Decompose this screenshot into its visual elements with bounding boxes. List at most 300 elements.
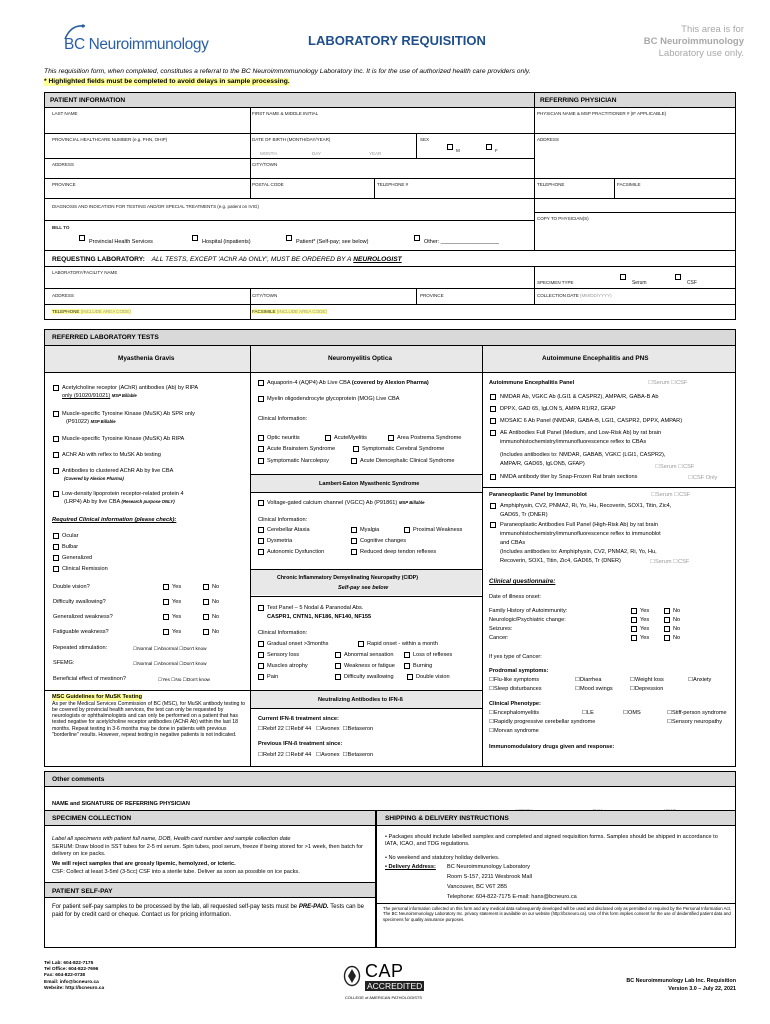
ship-bullet-2 <box>385 855 500 862</box>
last-name-field[interactable]: LAST NAME <box>52 111 78 116</box>
gen-weakness-no: No <box>212 614 220 620</box>
diagnosis-field[interactable]: DIAGNOSIS AND INDICATION FOR TESTING AND/OR SPECIAL TREATMENTS (e.g. patient on IVIG) <box>52 204 259 209</box>
first-name-field[interactable]: FIRST NAME & MIDDLE INITIAL <box>252 111 319 116</box>
aqp4-checkbox[interactable] <box>258 380 264 386</box>
bulbar-checkbox[interactable] <box>53 544 59 550</box>
lab-city-field[interactable]: CITY/TOWN <box>252 293 278 298</box>
prodromal-diarrhea: ☐Diarrhea <box>575 677 602 683</box>
musk-spr-code <box>66 419 116 426</box>
patient-info-header: PATIENT INFORMATION <box>50 97 126 104</box>
ca-no-checkbox[interactable] <box>664 635 670 641</box>
prod-flu[interactable]: Flu-like symptoms <box>494 677 540 683</box>
mog-checkbox[interactable] <box>258 396 264 402</box>
achr-code-text: only (91020/91021) <box>62 393 111 399</box>
sz-no[interactable]: No <box>673 626 681 632</box>
musk-ripa-checkbox[interactable] <box>53 436 59 442</box>
contact-tel-office: Tel Office: 604-822-7696 <box>44 967 99 973</box>
rapid-onset-checkbox[interactable] <box>358 641 364 647</box>
immunomodulatory-label: Immunomodulatory drugs given and response: <box>489 744 615 750</box>
pain-label: Pain <box>267 674 279 680</box>
weakness-fatigue-label: Weakness or fatigue <box>344 663 395 669</box>
rapid-onset-label: Rapid onset - within a month <box>367 641 438 647</box>
questionnaire-heading: Clinical questionnaire: <box>489 578 556 585</box>
reflexes-label: Reduced deep tendon reflexes <box>360 549 437 555</box>
dob-year: YEAR <box>369 151 382 156</box>
pheno-rpcd[interactable]: Rapidly progressive cerebellar syndrome <box>494 719 596 725</box>
sf-dk[interactable]: Don't know <box>183 661 207 666</box>
double-vision-nmo-checkbox[interactable] <box>407 674 413 680</box>
double-vision-no: No <box>212 584 220 590</box>
specimen-section <box>44 810 376 948</box>
diff-swallowing-checkbox[interactable] <box>335 674 341 680</box>
required-note: * Highlighted fields must be completed to avoid delays in sample processing. <box>44 78 290 85</box>
physician-address-field[interactable]: ADDRESS <box>537 137 559 142</box>
ae-full-checkbox[interactable] <box>490 430 496 436</box>
me-no[interactable]: No <box>175 677 182 682</box>
cancer-label: Cancer: <box>489 635 509 641</box>
weakness-fatigue-checkbox[interactable] <box>335 663 341 669</box>
sfemg-options: ☐Normal ☐Abnormal ☐Don't know <box>133 661 207 666</box>
sf-normal[interactable]: Normal <box>137 661 153 666</box>
lab-facsimile-hint: (INCLUDE AREA CODE) <box>276 309 327 314</box>
achr-label: Acetylcholine receptor (AChR) antibodies (Ab) by RIPA <box>62 385 199 391</box>
specimen-reject-text: We will reject samples that are grossly lipemic, hemolyzed, or icteric. <box>52 861 236 867</box>
cap-logo <box>343 962 443 1006</box>
cognitive-label: Cognitive changes <box>360 538 407 544</box>
lab-facsimile-label: FACSIMILE <box>252 309 276 314</box>
double-vision-yes-checkbox[interactable] <box>163 584 169 590</box>
autonomic-checkbox[interactable] <box>258 549 264 555</box>
acute-myelitis-checkbox[interactable] <box>325 435 331 441</box>
pns-csf[interactable]: CSF <box>679 492 691 498</box>
specimen-type-label: SPECIMEN TYPE <box>537 280 574 285</box>
cerebral-checkbox[interactable] <box>353 446 359 452</box>
dysmetria-checkbox[interactable] <box>258 538 264 544</box>
cidp-clinical-heading: Clinical Information: <box>258 630 308 636</box>
physician-telephone-field[interactable]: TELEPHONE <box>537 182 565 187</box>
me-dk[interactable]: Don't know <box>186 677 210 682</box>
generalized-label: Generalized <box>62 555 93 561</box>
ae-serum[interactable]: Serum <box>653 380 670 386</box>
sz-no-checkbox[interactable] <box>664 626 670 632</box>
fh-no-checkbox[interactable] <box>664 608 670 614</box>
pns-full-line-4: (Includes antibodies to: Amphiphysin, CV2, PNMA2, Ri, Yo, Hu, <box>500 549 657 555</box>
ae-full-specimen: ☐Serum ☐CSF <box>655 464 695 470</box>
repeated-stim-label: Repeated stimulation: <box>53 645 108 651</box>
selfpay-text <box>52 904 372 919</box>
fh-no[interactable]: No <box>673 608 681 614</box>
specimen-csf-label: CSF <box>687 280 697 286</box>
cognitive-checkbox[interactable] <box>351 538 357 544</box>
pheno-sps: ☐Stiff-person syndrome <box>667 710 727 716</box>
pf-serum[interactable]: Serum <box>655 559 672 565</box>
titer-csf-only[interactable]: CSF Only <box>693 475 718 481</box>
gen-weakness-no-checkbox[interactable] <box>203 614 209 620</box>
fat-weakness-yes: Yes <box>172 629 182 635</box>
aqp4-note: (covered by Alexion Pharma) <box>351 380 429 386</box>
cerebral-label: Symptomatic Cerebral Syndrome <box>362 446 445 452</box>
pheno-enc[interactable]: Encephalomyelitis <box>494 710 540 716</box>
prod-diarrhea[interactable]: Diarrhea <box>580 677 602 683</box>
prev-r44[interactable]: Rebif 44 <box>290 752 312 758</box>
prod-depression[interactable]: Depression <box>635 686 664 692</box>
aef-csf[interactable]: CSF <box>683 464 695 470</box>
ataxia-label: Cerebellar Ataxia <box>267 527 310 533</box>
burning-checkbox[interactable] <box>404 663 410 669</box>
nodal-panel-label: Test Panel – 5 Nodal & Paranodal Abs. <box>267 605 364 611</box>
pheno-le: ☐LE <box>582 710 594 716</box>
acute-myelitis-label: AcuteMyelitis <box>334 435 367 441</box>
lrp4-checkbox[interactable] <box>53 491 59 497</box>
page-title: LABORATORY REQUISITION <box>308 33 486 48</box>
bill-provincial-label: Provincial Health Services <box>89 239 153 245</box>
prod-sleep[interactable]: Sleep disturbances <box>494 686 542 692</box>
sz-yes[interactable]: Yes <box>640 626 650 632</box>
prev-av[interactable]: Avonex <box>320 752 340 758</box>
double-vision-label: Double vision? <box>53 584 90 590</box>
prev-r22[interactable]: Rebif 22 <box>263 752 284 758</box>
previous-ifn-label: Previous IFN-ß treatment since: <box>258 741 343 747</box>
contact-website[interactable]: Website: http://bcneuro.ca <box>44 985 105 991</box>
mog-label: Myelin oligodendrocyte glycoprotein (MOG) Live CBA <box>267 396 400 402</box>
phn-field[interactable]: PROVINCIAL HEALTHCARE NUMBER (e.g. PHN, OHIP) <box>52 137 168 142</box>
achr-reflex-label: AChR Ab with reflex to MuSK Ab testing <box>62 452 161 458</box>
province-field[interactable]: PROVINCE <box>52 182 76 187</box>
collection-date-field[interactable] <box>537 293 612 298</box>
physician-name-field[interactable]: PHYSICIAN NAME & MSP PRACTITIONER # (IF APPLICABLE) <box>537 111 667 116</box>
aqp4-label: Aquaporin-4 (AQP4) Ab Live CBA <box>267 380 351 386</box>
dysmetria-label: Dysmetria <box>267 538 293 544</box>
pns-specimen: ☐Serum ☐CSF <box>651 492 691 498</box>
pheno-le-label[interactable]: LE <box>587 710 594 716</box>
generalized-checkbox[interactable] <box>53 555 59 561</box>
dob-day: DAY <box>312 151 321 156</box>
np-no[interactable]: No <box>673 617 681 623</box>
delivery-address-label <box>385 864 436 871</box>
prodromal-heading: Prodromal symptoms: <box>489 668 549 674</box>
lab-telephone-hint: (INCLUDE AREA CODE) <box>80 309 131 314</box>
address-field[interactable]: ADDRESS <box>52 162 74 167</box>
swallowing-label: Difficulty swallowing? <box>53 599 106 605</box>
col-myasthenia-gravis: Myasthenia Gravis <box>118 355 175 362</box>
ae-panel-heading: Autoimmune Encephalitis Panel <box>489 380 575 386</box>
lab-facsimile-field[interactable] <box>252 309 327 314</box>
vgcc-line <box>267 500 424 507</box>
collection-date-label: COLLECTION DATE <box>537 293 579 298</box>
nab-heading: Neutralizing Antibodies to IFN-ß <box>318 697 403 703</box>
reflexes-checkbox[interactable] <box>351 549 357 555</box>
swallowing-no: No <box>212 599 220 605</box>
brainstem-label: Acute Brainstem Syndrome <box>267 446 336 452</box>
optic-neuritis-checkbox[interactable] <box>258 435 264 441</box>
brand-name: BC Neuroimmunology <box>64 36 209 53</box>
rs-normal[interactable]: Normal <box>137 646 153 651</box>
abnormal-sensation-checkbox[interactable] <box>335 652 341 658</box>
selfpay-text-a: For patient self-pay samples to be processed by the lab, all requested self-pay tests must be <box>52 904 298 910</box>
cap-seal-icon <box>343 965 361 987</box>
fat-weakness-no-checkbox[interactable] <box>203 629 209 635</box>
msc-guidelines-title: MSC Guidelines for MuSK Testing <box>52 694 143 700</box>
bulbar-label: Bulbar <box>62 544 79 550</box>
mestinon-options: ☐Yes ☐No ☐Don't know <box>158 677 210 682</box>
cidp-subheading: Self-pay see below <box>338 585 389 591</box>
bill-hospital-label: Hospital (inpatients) <box>202 239 251 245</box>
signature-label[interactable]: NAME and SIGNATURE OF REFERRING PHYSICIAN <box>52 801 190 807</box>
bill-patient-checkbox[interactable] <box>286 235 292 241</box>
bullet-2-icon: • <box>385 855 389 861</box>
postal-code-field[interactable]: POSTAL CODE <box>252 182 284 187</box>
musk-spr-checkbox[interactable] <box>53 411 59 417</box>
requesting-lab-heading <box>52 256 402 263</box>
amph-label: Amphiphysin, CV2, PNMA2, Ri, Yo, Hu, Recoverin, SOX1, Titin, Zic4, <box>500 503 672 509</box>
address-line-1: BC Neuroimmunology Laboratory <box>447 864 531 870</box>
loss-reflexes-label: Loss of reflexes <box>413 652 453 658</box>
cur-bs[interactable]: Betaseron <box>347 726 374 732</box>
sex-f-checkbox[interactable] <box>486 144 492 150</box>
selfpay-header: PATIENT SELF-PAY <box>52 888 113 895</box>
family-history-label: Family History of Autoimmunity: <box>489 608 568 614</box>
prodromal-row-2: ☐Sleep disturbances <box>489 686 542 692</box>
pf-csf[interactable]: CSF <box>678 559 690 565</box>
ataxia-checkbox[interactable] <box>258 527 264 533</box>
msc-guidelines-text: As per the Medical Services Commission of BC (MSC), for MuSK antibody testing to be covered by provincial health services, the test can only be requested by neurologists or ophthalmologists and can only be performed on a patient that has tested negative for acetylcholine receptor antibodies (AChR Ab) within the last 18 months. Repeat testing in 3-6 months may be done in patients with previous "borderline" results. However, repeat testing in negative patients is not indicated. <box>52 701 246 738</box>
pheno-row-3: ☐Morvan syndrome <box>489 728 539 734</box>
intro-text: This requisition form, when completed, constitutes a referral to the BC Neuroimmmmunology Laboratory Inc. It is for the use of authorized health care providers only. <box>44 68 531 75</box>
ae-full-line-2: immunohistochemistry/immunofluorescence reflex to CBAs <box>500 439 647 445</box>
lab-telephone-label: TELEPHONE <box>52 309 80 314</box>
current-ifn-options: ☐Rebif 22 ☐Rebif 44 ☐Avonex ☐Betaseron <box>258 726 374 732</box>
ae-csf[interactable]: CSF <box>676 380 688 386</box>
bill-other-checkbox[interactable] <box>414 235 420 241</box>
ship-bullet-2-text: No weekend and statutory holiday deliveries. <box>388 855 500 861</box>
amph-checkbox[interactable] <box>490 503 496 509</box>
myalgia-checkbox[interactable] <box>351 527 357 533</box>
lems-heading: Lambert-Eaton Myasthenic Syndrome <box>319 481 420 487</box>
gen-weakness-yes-checkbox[interactable] <box>163 614 169 620</box>
pheno-sps-label[interactable]: Stiff-person syndrome <box>672 710 727 716</box>
prodromal-anxiety: ☐Anxiety <box>688 677 712 683</box>
prod-weight[interactable]: Weight loss <box>635 677 664 683</box>
gradual-onset-checkbox[interactable] <box>258 641 264 647</box>
mg-clinical-heading: Required Clinical information (please check): <box>52 517 177 523</box>
ca-yes[interactable]: Yes <box>640 635 650 641</box>
contact-tel-lab: Tel Lab: 604-822-7175 <box>44 961 94 966</box>
specimen-csf-checkbox[interactable] <box>675 274 681 280</box>
prodromal-mood: ☐Mood swings <box>575 686 613 692</box>
burning-label: Burning <box>413 663 433 669</box>
area-postrema-label: Area Postrema Syndrome <box>397 435 462 441</box>
loss-reflexes-checkbox[interactable] <box>404 652 410 658</box>
area-postrema-checkbox[interactable] <box>388 435 394 441</box>
physician-facsimile-field[interactable]: FACSIMILE <box>617 182 641 187</box>
lrp4-line-2 <box>64 499 175 506</box>
pns-full-line-5: Recoverin, SOX1, Titin, Zic4, GAD65, Tr (DNER) <box>500 558 621 564</box>
tests-header: REFERRED LABORATORY TESTS <box>52 334 159 341</box>
ae-full-line-4: AMPA/R, GAD65, IgLON5, GFAP) <box>500 461 585 467</box>
cap-accredited: ACCREDITED <box>367 981 423 991</box>
musk-spr-label: Muscle-specific Tyrosine Kinase (MuSK) Ab SPR only <box>62 411 195 417</box>
nodal-panel-checkbox[interactable] <box>258 605 264 611</box>
dppx-label: DPPX, GAD 65, IgLON 5, AMPA R1/R2, GFAP <box>500 406 616 412</box>
bill-other-label: Other: ___________________ <box>424 239 499 245</box>
prox-weakness-label: Proximal Weakness <box>413 527 463 533</box>
shipping-section <box>376 810 736 948</box>
achr-checkbox[interactable] <box>53 385 59 391</box>
cidp-heading: Chronic Inflammatory Demyelinating Neuropathy (CIDP) <box>277 575 418 581</box>
clustered-achr-checkbox[interactable] <box>53 468 59 474</box>
pheno-morvan[interactable]: Morvan syndrome <box>494 728 539 734</box>
neurologist-link[interactable]: NEUROLOGIST <box>353 256 402 263</box>
dob-field[interactable]: DATE OF BIRTH (MONTH/DAY/YEAR) <box>252 137 331 142</box>
sensory-loss-checkbox[interactable] <box>258 652 264 658</box>
bill-patient-label: Patient* (Self-pay; see below) <box>296 239 369 245</box>
pheno-oms-label[interactable]: OMS <box>628 710 641 716</box>
requesting-lab-label: REQUESTING LABORATORY: <box>52 256 145 263</box>
rs-abnormal[interactable]: Abnormal <box>157 646 178 651</box>
ae-full-label: AE Antibodies Full Panel (Medium, and Low-Risk Ab) by rat brain <box>500 430 662 436</box>
optic-neuritis-label: Optic neuritis <box>267 435 300 441</box>
clustered-achr-label: Antibodies to clustered AChR Ab by live CBA <box>62 468 174 474</box>
atrophy-checkbox[interactable] <box>258 663 264 669</box>
sfemg-label: SFEMG: <box>53 660 75 666</box>
seizures-label: Seizures: <box>489 626 513 632</box>
narcolepsy-label: Symptomatic Narcolepsy <box>267 458 329 464</box>
me-yes[interactable]: Yes <box>162 677 170 682</box>
contact-email[interactable]: Email: info@bcneuro.ca <box>44 979 99 985</box>
diff-swallowing-label: Difficulty swallowing <box>344 674 394 680</box>
vgcc-msp: MSP Billable <box>398 500 425 505</box>
pns-full-checkbox[interactable] <box>490 522 496 528</box>
footer-contacts <box>44 961 104 992</box>
cur-av[interactable]: Avonex <box>320 726 340 732</box>
gradual-onset-label: Gradual onset >3months <box>267 641 329 647</box>
double-vision-no-checkbox[interactable] <box>203 584 209 590</box>
specimen-serum-label: Serum <box>632 280 647 286</box>
ca-no[interactable]: No <box>673 635 681 641</box>
specimen-header: SPECIMEN COLLECTION <box>52 815 132 822</box>
mosaic-checkbox[interactable] <box>490 418 496 424</box>
lab-province-field[interactable]: PROVINCE <box>420 293 444 298</box>
cur-r44[interactable]: Rebif 44 <box>290 726 312 732</box>
facility-name-field[interactable]: LABORATORY/FACILITY NAME <box>52 270 118 275</box>
specimen-serum-checkbox[interactable] <box>620 274 626 280</box>
pheno-row-1: ☐Encephalomyelitis <box>489 710 540 716</box>
diencephalic-checkbox[interactable] <box>351 458 357 464</box>
prod-mood[interactable]: Mood swings <box>580 686 613 692</box>
sensory-loss-label: Sensory loss <box>267 652 300 658</box>
bullet-3-icon: • <box>385 864 389 870</box>
nmdar-checkbox[interactable] <box>490 394 496 400</box>
achr-msp: MSP Billable <box>111 393 137 398</box>
sex-f-label: F <box>495 148 498 153</box>
dppx-checkbox[interactable] <box>490 406 496 412</box>
vgcc-checkbox[interactable] <box>258 500 264 506</box>
pns-serum[interactable]: Serum <box>656 492 673 498</box>
double-vision-yes: Yes <box>172 584 182 590</box>
achr-reflex-checkbox[interactable] <box>53 452 59 458</box>
referring-physician-header: REFERRING PHYSICIAN <box>540 97 617 104</box>
prod-anxiety[interactable]: Anxiety <box>693 677 712 683</box>
other-comments-label[interactable]: Other comments <box>52 776 105 783</box>
pheno-row-2: ☐Rapidly progressive cerebellar syndrome <box>489 719 596 725</box>
delivery-address-label-text: Delivery Address: <box>388 864 436 870</box>
achr-code <box>62 393 137 400</box>
ca-yes-checkbox[interactable] <box>631 635 637 641</box>
phenotype-heading: Clinical Phenotype: <box>489 701 541 707</box>
abnormal-sensation-label: Abnormal sensation <box>344 652 394 658</box>
copy-to-physicians-field[interactable]: COPY TO PHYSICIAN(S) <box>537 216 589 221</box>
fat-weakness-yes-checkbox[interactable] <box>163 629 169 635</box>
cur-r22[interactable]: Rebif 22 <box>263 726 284 732</box>
lab-telephone-field[interactable] <box>52 309 131 314</box>
np-yes[interactable]: Yes <box>640 617 650 623</box>
prox-weakness-checkbox[interactable] <box>404 527 410 533</box>
diencephalic-label: Acute Diencephalic Clinical Syndrome <box>360 458 455 464</box>
rs-dk[interactable]: Don't know <box>183 646 207 651</box>
ocular-label: Ocular <box>62 533 79 539</box>
swallowing-no-checkbox[interactable] <box>203 599 209 605</box>
swallowing-yes-checkbox[interactable] <box>163 599 169 605</box>
pheno-oms: ☐OMS <box>623 710 641 716</box>
fh-yes-checkbox[interactable] <box>631 608 637 614</box>
np-yes-checkbox[interactable] <box>631 617 637 623</box>
city-field[interactable]: CITY/TOWN <box>252 162 278 167</box>
pns-full-line-3: and CBAs <box>500 540 526 546</box>
pns-full-line-2: immunohistochemistry/immunofluorescence reflex to immunoblot <box>500 531 661 537</box>
gen-weakness-yes: Yes <box>172 614 182 620</box>
amph-line-2: GAD65, Tr (DNER) <box>500 512 548 518</box>
nmo-clinical-heading: Clinical Information: <box>258 416 308 422</box>
bullet-1-icon: • <box>385 834 389 840</box>
prodromal-row-1: ☐Flu-like symptoms <box>489 677 540 683</box>
sf-abnormal[interactable]: Abnormal <box>157 661 178 666</box>
specimen-label-text: Label all specimens with patient full name, DOB, Health card number and sample collection date <box>52 836 291 842</box>
pns-full-label: Paraneoplastic Antibodies Full Panel (High-Risk Ab) by rat brain <box>500 522 658 528</box>
musk-spr-code-text: (P91022) <box>66 419 90 425</box>
ocular-checkbox[interactable] <box>53 533 59 539</box>
specimen-csf-text: CSF: Collect at least 3-5ml (3-5cc) CSF into a sterile tube. Deliver as soon as possible on ice packs. <box>52 869 300 875</box>
lab-address-field[interactable]: ADDRESS <box>52 293 74 298</box>
prev-bs[interactable]: Betaseron <box>347 752 374 758</box>
neuro-psych-label: Neurologic/Psychiatric change: <box>489 617 566 623</box>
clustered-achr-note: (Covered by Alexion Pharma) <box>64 476 124 481</box>
bill-to-label: BILL TO <box>52 225 70 230</box>
prodromal-weight: ☐Weight loss <box>630 677 664 683</box>
repeated-stim-options: ☐Normal ☐Abnormal ☐Don't know <box>133 646 207 651</box>
nodal-panel-list: CASPR1, CNTN1, NF186, NF140, NF155 <box>267 614 372 620</box>
brainstem-checkbox[interactable] <box>258 446 264 452</box>
np-no-checkbox[interactable] <box>664 617 670 623</box>
bill-hospital-checkbox[interactable] <box>192 235 198 241</box>
sz-yes-checkbox[interactable] <box>631 626 637 632</box>
aef-serum[interactable]: Serum <box>660 464 677 470</box>
lrp4-note: (Research purpose ONLY) <box>121 499 175 504</box>
sex-m-checkbox[interactable] <box>447 144 453 150</box>
previous-ifn-options: ☐Rebif 22 ☐Rebif 44 ☐Avonex ☐Betaseron <box>258 752 374 758</box>
nmda-titer-checkbox[interactable] <box>490 474 496 480</box>
remission-checkbox[interactable] <box>53 566 59 572</box>
pain-checkbox[interactable] <box>258 674 264 680</box>
ship-bullet-1 <box>385 834 730 848</box>
gen-weakness-label: Generalized weakness? <box>53 614 113 620</box>
fh-yes[interactable]: Yes <box>640 608 650 614</box>
lab-use-note-line-2: BC Neuroimmunology <box>643 35 744 47</box>
bill-provincial-checkbox[interactable] <box>79 235 85 241</box>
pheno-sn-label[interactable]: Sensory neuropathy <box>672 719 723 725</box>
patient-telephone-field[interactable]: TELEPHONE # <box>377 182 409 187</box>
narcolepsy-checkbox[interactable] <box>258 458 264 464</box>
doc-name: BC Neuroimmunology Lab Inc. Requisition <box>626 978 736 984</box>
